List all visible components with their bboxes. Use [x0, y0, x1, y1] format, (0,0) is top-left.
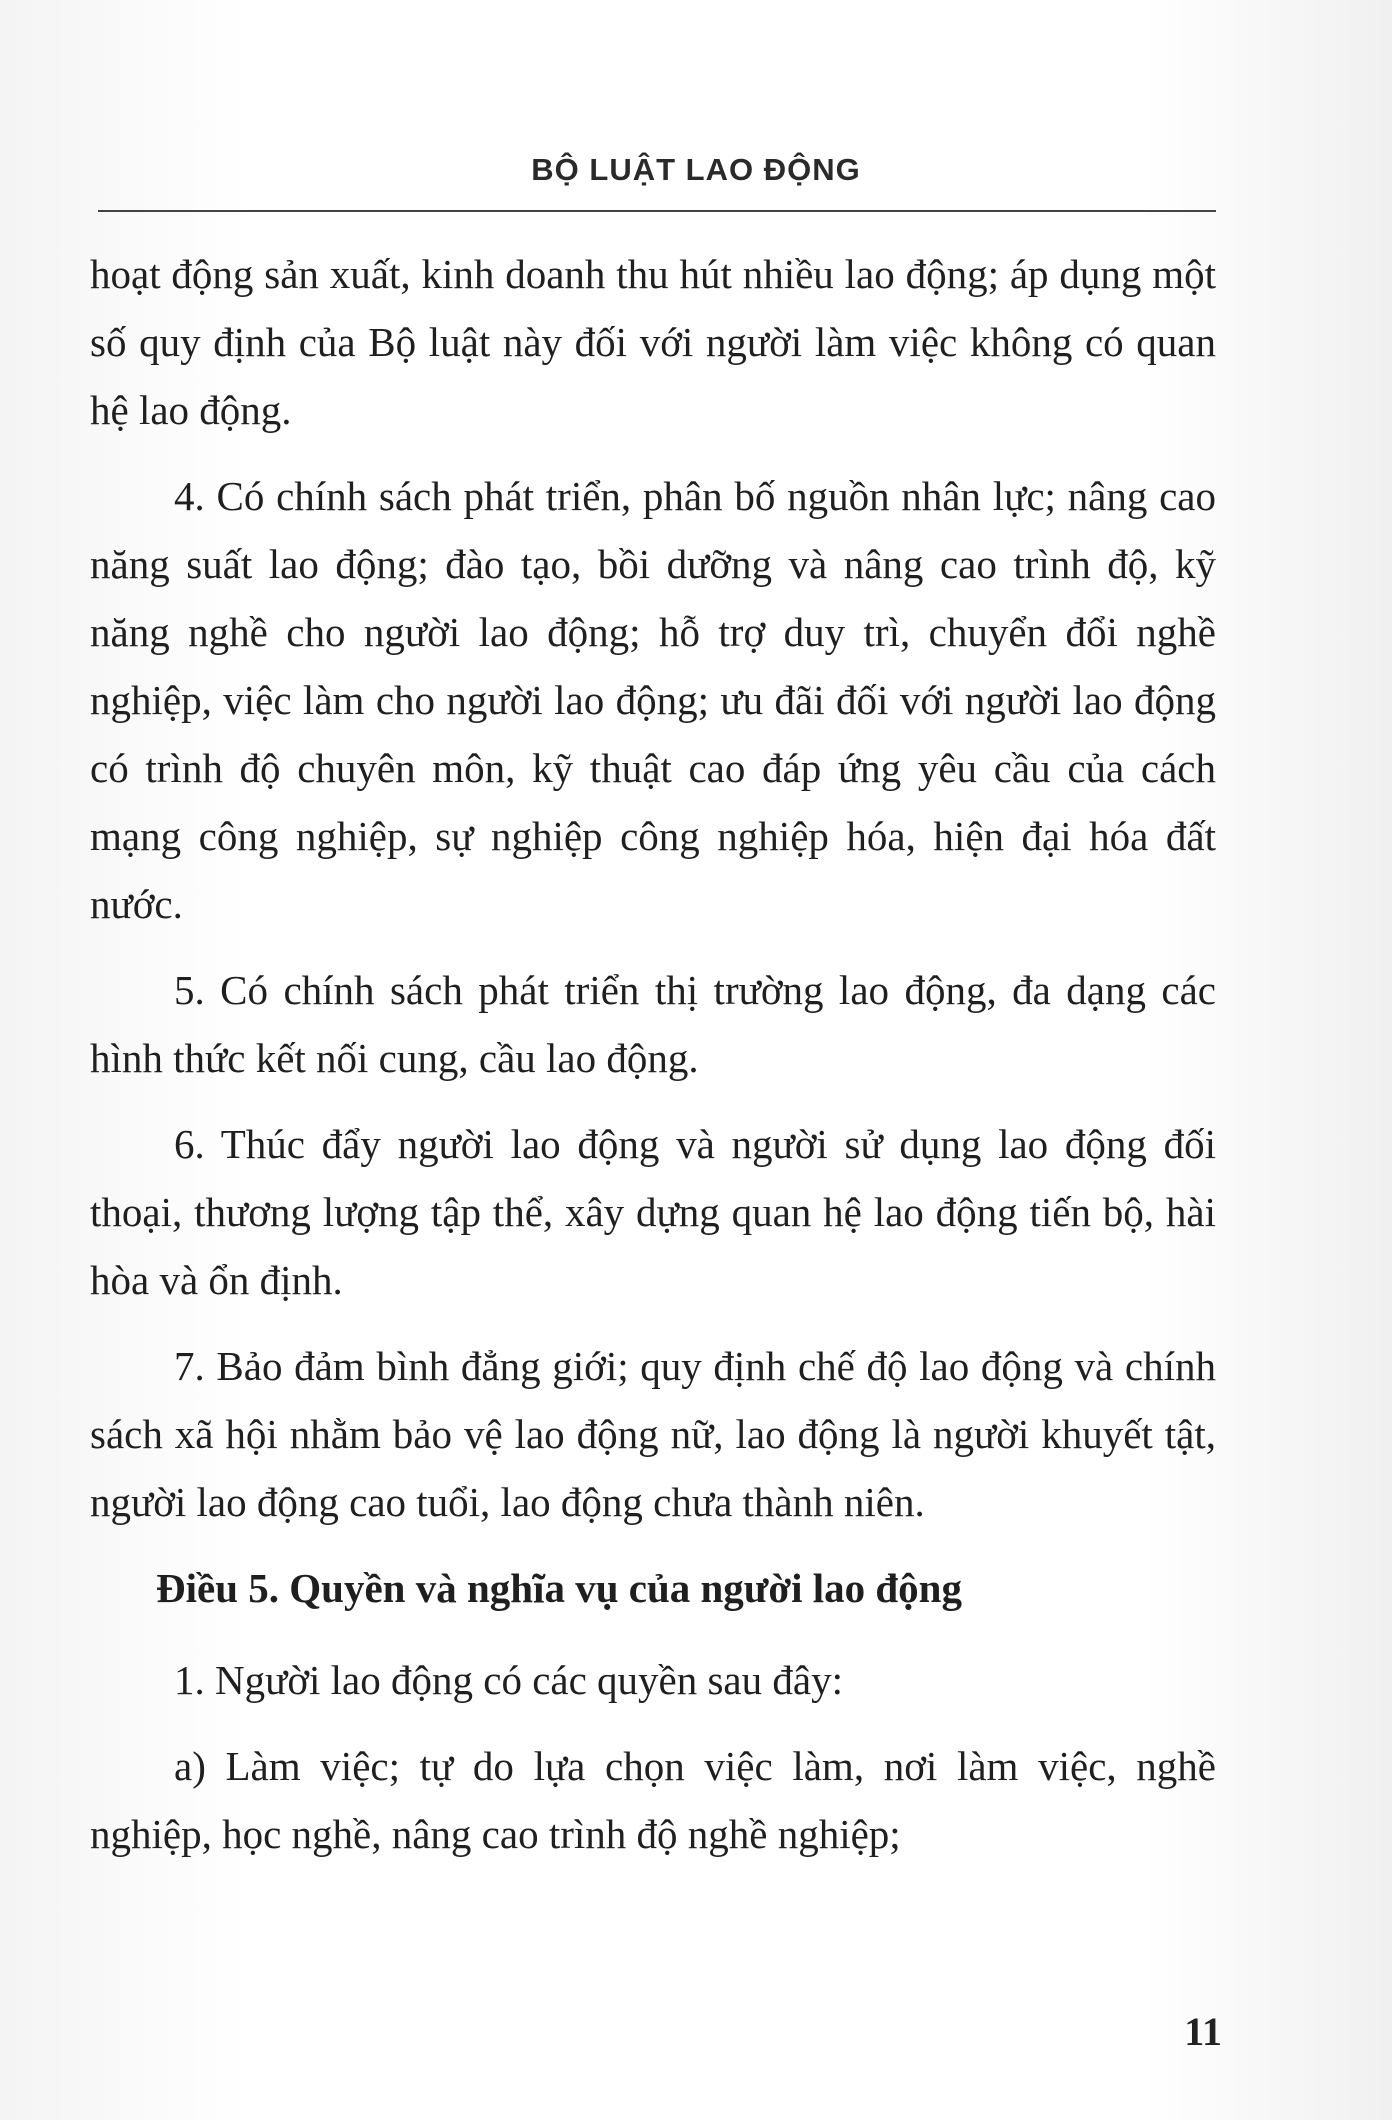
paragraph-item-7: 7. Bảo đảm bình đẳng giới; quy định chế độ lao động và chính sách xã hội nhằm bảo vệ lao động nữ, lao động là người khuyết tật, người lao động cao tuổi, lao động chưa thành niên. — [90, 1343, 1216, 1525]
article-heading: Điều 5. Quyền và nghĩa vụ của người lao động — [156, 1565, 962, 1611]
page-body — [90, 240, 1216, 1886]
paragraph-item-4: 4. Có chính sách phát triển, phân bố nguồn nhân lực; nâng cao năng suất lao động; đào tạo, bồi dưỡng và nâng cao trình độ, kỹ năng nghề cho người lao động; hỗ trợ duy trì, chuyển đổi nghề nghiệp, việc làm cho người lao động; ưu đãi đối với người lao động có trình độ chuyên môn, kỹ thuật cao đáp ứng yêu cầu của cách mạng công nghiệp, sự nghiệp công nghiệp hóa, hiện đại hóa đất nước. — [90, 473, 1216, 927]
paragraph-item-5: 5. Có chính sách phát triển thị trường lao động, đa dạng các hình thức kết nối cung, cầu lao động. — [90, 967, 1216, 1081]
running-head-title: BỘ LUẬT LAO ĐỘNG — [531, 152, 861, 187]
article-paragraph-a: a) Làm việc; tự do lựa chọn việc làm, nơi làm việc, nghề nghiệp, học nghề, nâng cao trình độ nghề nghiệp; — [90, 1743, 1216, 1857]
page-number: 11 — [1184, 2009, 1222, 2054]
paragraph-item-6: 6. Thúc đẩy người lao động và người sử dụng lao động đối thoại, thương lượng tập thể, xây dựng quan hệ lao động tiến bộ, hài hòa và ổn định. — [90, 1121, 1216, 1303]
header-rule — [98, 210, 1216, 212]
paragraph-continued: hoạt động sản xuất, kinh doanh thu hút nhiều lao động; áp dụng một số quy định của Bộ luật này đối với người làm việc không có quan hệ lao động. — [90, 251, 1216, 433]
article-paragraph-1: 1. Người lao động có các quyền sau đây: — [174, 1657, 843, 1703]
